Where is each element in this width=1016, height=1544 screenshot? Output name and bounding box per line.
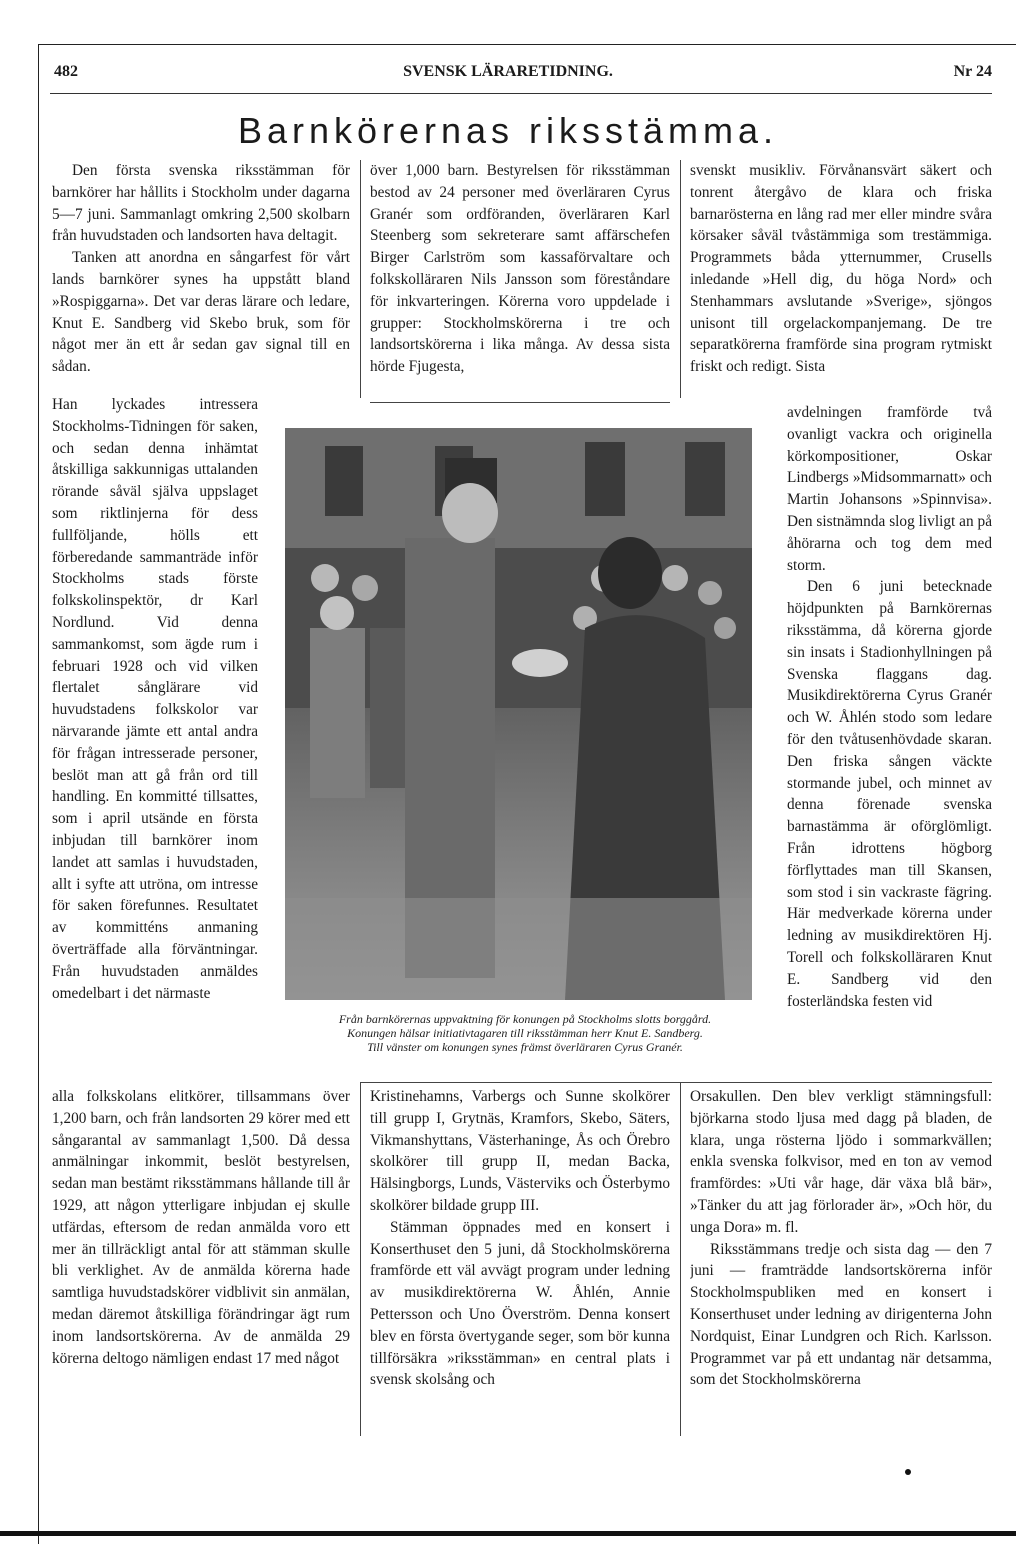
column-rule [360,1082,361,1436]
issue-number: Nr 24 [953,63,992,80]
paragraph: Den första svenska riksstämman för barnkörer har hållits i Stockholm under dagarna 5—7 juni. Sammanlagt omkring 2,500 skolbarn från huvudstaden och landsorten hava deltagit. [52,162,350,245]
article-headline: Barnkörernas riksstämma. [237,110,779,151]
caption-line: Till vänster om konungen synes främst överläraren Cyrus Granér. [367,1040,683,1054]
paragraph: Den 6 juni betecknade höjdpunkten på Barnkörernas riksstämma, då körerna gjorde sin insats i Stadionhyllningen på Svenska flaggans dag. Musikdirektörerna Cyrus Granér och W. Åhlén stodo som ledare för den tvåtusenhövdade skaran. Den friska sången väckte stormande jubel, och minnet av denna förenade svenska barnastämma är oförglömligt. Från idrottens högborg förflyttades man till Skansen, som stod i sin vackraste fägring. Här medverkade körerna under ledning av musikdirektören Hj. Torell och folkskolläraren Knut E. Sandberg vid den fosterländska festen vid [787,578,992,1010]
column-rule [360,160,361,398]
ink-dot [905,1469,911,1475]
column-1-bottom [52,1086,350,1436]
page-frame-top [38,44,1016,45]
paragraph: över 1,000 barn. Bestyrelsen för riksstämman bestod av 24 personer med överläraren Cyrus Granér som ordföranden, överläraren Karl Steenberg som sekreterare samt affärschefen Birger Carlström som kassaförvaltare och folkskolläraren Nils Jansson som föreståndare för inkvarteringen. Körerna voro uppdelade i grupper: Stockholmskörerna i tre och landsortskörerna i lika många. Av dessa sista hörde Fjugesta, [370,162,670,376]
paragraph: Riksstämmans tredje och sista dag — den 7 juni — framträdde landsortskörerna inför Stockholmspubliken med en konsert i Konserthuset under ledning av dirigenterna John Nordquist, Einar Lundgren och Rich. Karlsson. Programmet var på ett undantag när detsamma, som det Stockholmskörerna [690,1240,992,1389]
paragraph: Kristinehamns, Varbergs och Sunne skolkörer till grupp I, Grytnäs, Kramfors, Skebo, Säters, Vikmanshyttans, Västerhaninge, Ås och Örebro skolkörer till grupp II, medan Backa, Hälsingborgs, Lunds, Västerviks och Österbymo skolkörer bildade grupp III. [370,1088,670,1214]
column-3-narrow [787,402,992,1084]
column-3-bottom [690,1086,992,1436]
column-rule [680,1082,681,1436]
column-2-top [370,160,670,400]
column-2-bottom [370,1086,670,1436]
paragraph: Stämman öppnades med en konsert i Konserthuset den 5 juni, då Stockholmskörerna framförde ett väl avvägt program under ledning av musikdirektörerna W. Åhlén, Annie Pettersson och Uno Överström. Denna konsert blev en första övertygande seger, som bör kunna tillförsäkra »riksstämman» en central plats i svensk skolsång och [370,1218,670,1389]
photo-bottom-rule [360,1082,992,1083]
page-frame-left [38,44,39,1544]
caption-line: Konungen hälsar initiativtagaren till riksstämman herr Knut E. Sandberg. [347,1026,703,1040]
photo-illustration [285,428,752,1000]
publication-title: SVENSK LÄRARETIDNING. [403,63,613,80]
column-1-narrow [52,394,258,1084]
paragraph: Orsakullen. Den blev verkligt stämningsfull: björkarna stodo ljusa med dagg på bladen, de klara, unga rösterna ljödo i sommarkvällen; enkla svenska folkvisor, med en ton av vemod framfördes: »Uti vår hage, där växa blå bär», »Tänker du att jag förlorader är», »Och hör, du unga Dora» m. fl. [690,1088,992,1236]
photo-top-rule [370,402,670,403]
header-rule [50,93,992,94]
paragraph: alla folkskolans elitkörer, tillsammans över 1,200 barn, och från landsorten 29 körer med ett sångarantal av sammanlagt 1,500. Då dessa anmälningar inkommit, beslöt bestyrelsen, sedan man bestämt riksstämmans hållande till år 1929, att någon ytterligare inbjudan ej skulle utfärdas, eftersom de redan anmälda voro ett mer än tillräckligt antal för att stämman skulle bli verklighet. Av de anmälda körerna hade samtliga huvudstadskörer vidblivit sin anmälan, medan däremot åtskilliga förändringar ägt rum inom landsortskörerna. Av de anmälda 29 körerna deltogo nämligen endast 17 med något [52,1088,350,1367]
column-rule [680,160,681,398]
paragraph: svenskt musikliv. Förvånansvärt säkert och tonrent återgåvo de klara och friska barnarösterna en lång rad mer eller mindre svåra körsaker såväl tvåstämmiga som trestämmiga. Programmets båda ytternummer, Crusells inledande »Hell dig, du höga Nord» och Stenhammars avslutande »Sverige», sjöngos unisont till orgelackompanjemang. De tre separatkörerna framförde sina program rytmiskt friskt och redigt. Sista [690,162,992,376]
photo-caption [270,1012,780,1054]
page-number: 482 [54,63,78,80]
column-3-top [690,160,992,400]
caption-line: Från barnkörernas uppvaktning för konungen på Stockholms slotts borggård. [338,1012,712,1026]
paragraph: Tanken att anordna en sångarfest för vårt lands barnkörer synes ha uppstått bland »Rospiggarna». Det var deras lärare och ledare, Knut E. Sandberg vid Skebo bruk, som för något mer än ett år sedan gav signal till en sådan. [52,249,350,376]
photograph [285,428,752,1000]
paragraph: avdelningen framförde två ovanligt vackra och originella körkompositioner, Oskar Lindbergs »Midsommarnatt» och Martin Johansons »Spinnvisa». Den sistnämnda slog livligt an på åhörarna och tog dem med storm. [787,404,992,574]
paragraph: Han lyckades intressera Stockholms-Tidningen för saken, och sedan denna inhämtat åtskilliga sakkunnigas uttalanden rörande såväl själva uppslaget som riktlinjerna för dess fullföljande, hölls ett förberedande sammanträde inför Stockholms stads förste folkskolinspektör, dr Karl Nordlund. Vid denna sammankomst, som ägde rum i februari 1928 och vid vilken flertalet sånglärare vid huvudstadens folkskolor var närvarande jämte ett antal andra för frågan intresserade personer, beslöt man att gå från ord till handling. En kommitté tillsattes, som i april utsände en första inbjudan till barnkörer inom landet att samlas i huvudstaden, allt i syfte att utröna, om intresse för saken förefunnes. Resultatet av kommitténs anmaning överträffade alla förväntningar. Från huvudstaden anmäldes omedelbart i det närmaste [52,396,258,1002]
column-1-top [52,160,350,392]
page-bottom-rule [0,1531,1016,1536]
